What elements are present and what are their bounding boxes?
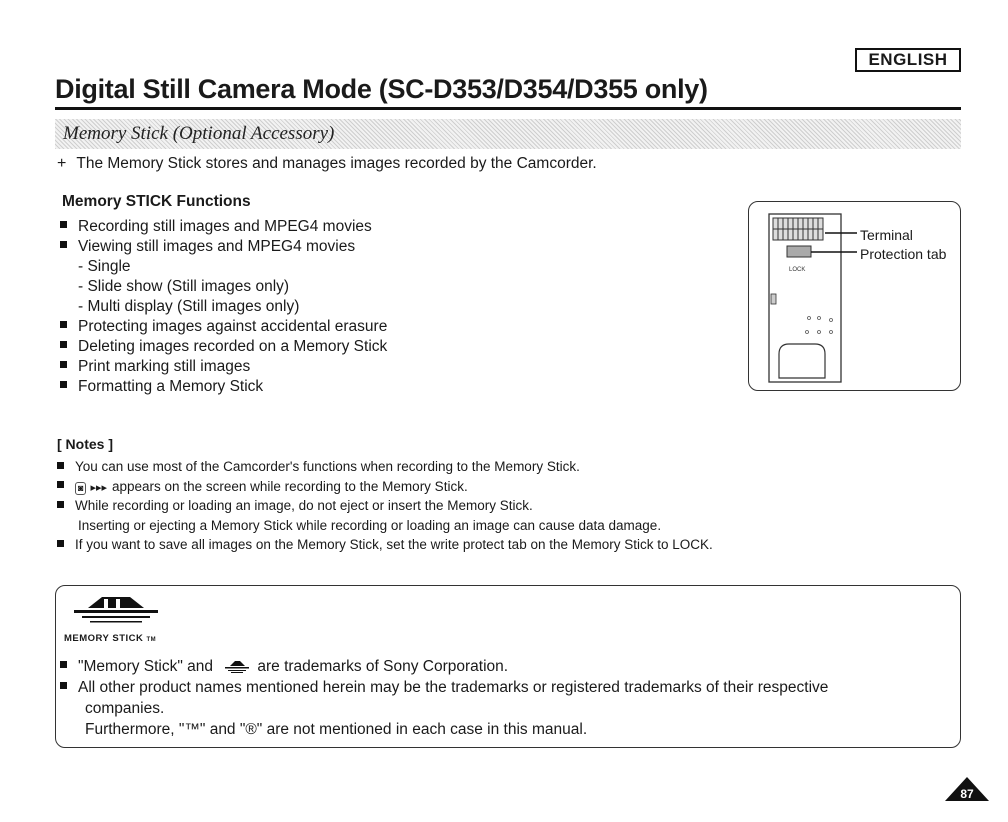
list-item-text: Recording still images and MPEG4 movies <box>78 218 372 235</box>
list-item <box>60 677 828 698</box>
list-item-text: Furthermore, "™" and "®" are not mentioned in each case in this manual. <box>85 721 588 738</box>
memory-stick-small-logo-icon <box>221 660 253 674</box>
list-subitem-text: - Single <box>78 258 131 275</box>
list-item-text: are trademarks of Sony Corporation. <box>257 658 509 675</box>
protection-tab-label: Protection tab <box>860 246 947 262</box>
list-subitem <box>60 257 387 277</box>
list-item-continuation <box>60 698 828 719</box>
list-item-text: All other product names mentioned herein may be the trademarks or registered trademarks of their respective <box>78 679 829 696</box>
list-item <box>57 477 713 497</box>
list-item-text: appears on the screen while recording to the Memory Stick. <box>112 478 468 494</box>
intro-line <box>57 155 597 173</box>
intro-text: The Memory Stick stores and manages images recorded by the Camcorder. <box>76 155 597 172</box>
list-item <box>60 656 828 677</box>
plus-bullet-icon: + <box>57 155 67 172</box>
page-number-text: 87 <box>960 787 974 801</box>
notes-heading: [ Notes ] <box>57 436 113 452</box>
section-banner <box>55 119 961 149</box>
list-item <box>60 357 387 377</box>
trademark-list <box>60 656 828 740</box>
square-bullet-icon <box>57 501 64 508</box>
list-subitem-text: - Slide show (Still images only) <box>78 278 290 295</box>
list-subitem-text: - Multi display (Still images only) <box>78 298 300 315</box>
square-bullet-icon <box>60 661 67 668</box>
list-item-text: Deleting images recorded on a Memory Stick <box>78 338 388 355</box>
square-bullet-icon <box>60 321 67 328</box>
list-item <box>60 337 387 357</box>
notes-list <box>57 457 713 555</box>
list-item-text: Viewing still images and MPEG4 movies <box>78 238 356 255</box>
square-bullet-icon <box>57 540 64 547</box>
square-bullet-icon <box>57 481 64 488</box>
square-bullet-icon <box>60 682 67 689</box>
list-item <box>57 496 713 516</box>
list-item-text: If you want to save all images on the Memory Stick, set the write protect tab on the Memory Stick to LOCK. <box>75 537 713 552</box>
memory-stick-logo-icon <box>66 592 166 632</box>
list-item-continuation <box>60 719 828 740</box>
functions-list <box>60 217 387 397</box>
list-item <box>57 535 713 555</box>
list-item <box>60 377 387 397</box>
list-item <box>60 237 387 257</box>
list-item-text: companies. <box>85 700 165 717</box>
title-rule <box>55 107 961 110</box>
square-bullet-icon <box>60 221 67 228</box>
list-item <box>57 457 713 477</box>
memory-stick-record-icon: ◙ <box>75 482 86 495</box>
memory-stick-illustration <box>749 202 960 390</box>
square-bullet-icon <box>60 341 67 348</box>
terminal-label: Terminal <box>860 227 913 243</box>
list-item-continuation <box>57 516 713 536</box>
page-number-triangle-icon <box>944 776 990 802</box>
logo-caption-text: MEMORY STICK <box>64 633 144 644</box>
list-item-text: You can use most of the Camcorder's functions when recording to the Memory Stick. <box>75 459 580 474</box>
list-item-text: Formatting a Memory Stick <box>78 378 264 395</box>
lock-text: LOCK <box>789 267 806 273</box>
progress-arrows-icon: ▸▸▸ <box>90 481 108 494</box>
page-title: Digital Still Camera Mode (SC-D353/D354/D355 only) <box>55 74 708 104</box>
list-item-text: Inserting or ejecting a Memory Stick while recording or loading an image can cause data damage. <box>78 517 662 533</box>
list-subitem <box>60 277 387 297</box>
memory-stick-figure <box>748 201 961 391</box>
functions-heading: Memory STICK Functions <box>62 193 251 210</box>
list-item <box>60 217 387 237</box>
square-bullet-icon <box>60 241 67 248</box>
square-bullet-icon <box>57 462 64 469</box>
list-item-text: Print marking still images <box>78 358 251 375</box>
list-subitem <box>60 297 387 317</box>
square-bullet-icon <box>60 381 67 388</box>
logo-tm-text: TM <box>146 637 157 643</box>
language-badge: ENGLISH <box>855 48 961 72</box>
list-item-text: "Memory Stick" and <box>78 658 214 675</box>
section-banner-label: Memory Stick (Optional Accessory) <box>63 123 335 144</box>
memory-stick-logo-caption <box>64 633 156 644</box>
list-item-text: While recording or loading an image, do not eject or insert the Memory Stick. <box>75 498 533 513</box>
square-bullet-icon <box>60 361 67 368</box>
page-number <box>944 776 990 807</box>
list-item <box>60 317 387 337</box>
list-item-text: Protecting images against accidental erasure <box>78 318 388 335</box>
